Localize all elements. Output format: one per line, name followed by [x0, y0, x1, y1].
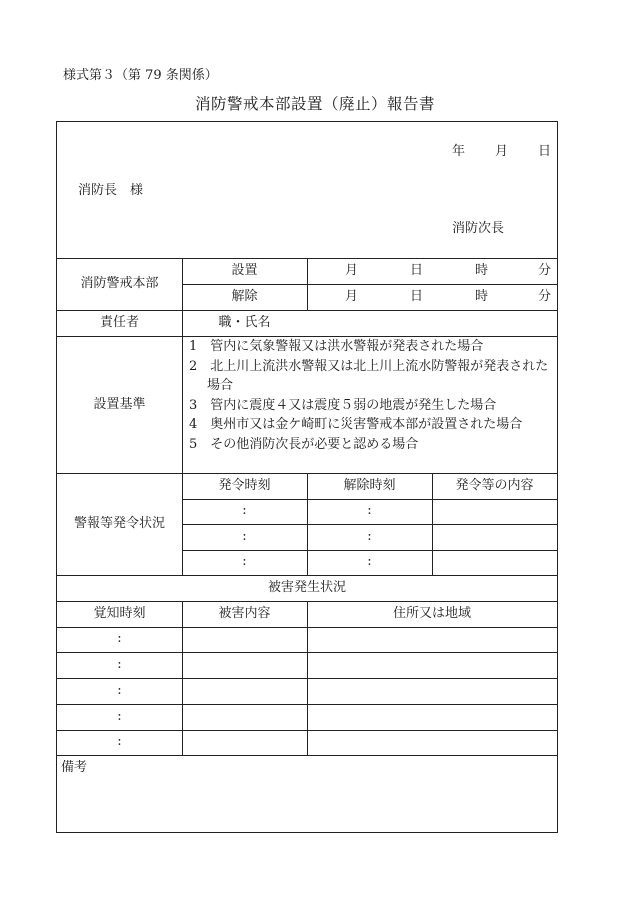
addressee: 消防長 様: [78, 183, 144, 198]
rule-warn-bottom: [57, 575, 557, 576]
damage-time-cell[interactable]: :: [117, 631, 122, 646]
page-title: 消防警戒本部設置（廃止）報告書: [194, 95, 435, 113]
criteria-item: 4 奥州市又は金ケ崎町に災害警戒本部が設置された場合: [189, 417, 523, 432]
warnings-header-lifted: 解除時刻: [343, 478, 396, 493]
responsible-field-label: 職・氏名: [218, 315, 271, 330]
rule-damage-col1: [182, 601, 183, 755]
warnings-label: 警報等発令状況: [73, 516, 165, 531]
rule-hq-bottom: [57, 310, 557, 311]
report-form: [56, 121, 558, 833]
hq-setup-day: 日: [410, 263, 424, 278]
hq-cancel-label: 解除: [231, 289, 258, 304]
warnings-lifted-time[interactable]: :: [367, 529, 372, 544]
form-reference: 様式第３（第 79 条関係）: [63, 68, 218, 83]
rule-damage-col2: [307, 601, 308, 755]
warnings-header-issued: 発令時刻: [218, 478, 271, 493]
rule-hq-col: [307, 258, 308, 310]
damage-header-location: 住所又は地域: [392, 606, 471, 621]
rule-hq-mid: [182, 284, 557, 285]
rule-warn-header-bottom: [182, 499, 557, 500]
hq-setup-hour: 時: [475, 263, 489, 278]
warnings-lifted-time[interactable]: :: [367, 503, 372, 518]
reporter-title: 消防次長: [452, 221, 505, 236]
criteria-label: 設置基準: [93, 397, 146, 412]
hq-setup-minute: 分: [538, 263, 552, 278]
hq-setup-month: 月: [345, 263, 359, 278]
damage-time-cell[interactable]: :: [117, 683, 122, 698]
hq-cancel-day: 日: [410, 289, 424, 304]
damage-header-content: 被害内容: [218, 606, 271, 621]
rule-warn-row1-bottom: [182, 524, 557, 525]
remarks-label: 備考: [61, 760, 88, 775]
warnings-header-content: 発令等の内容: [455, 478, 534, 493]
criteria-item: 5 その他消防次長が必要と認める場合: [189, 436, 419, 452]
warnings-issued-time[interactable]: :: [242, 554, 247, 569]
damage-time-cell[interactable]: :: [117, 657, 122, 672]
hq-label: 消防警戒本部: [80, 276, 159, 291]
date-year: 年: [452, 144, 466, 159]
damage-title: 被害発生状況: [267, 580, 346, 595]
criteria-list: [189, 337, 557, 454]
criteria-item: 2 北上川上流洪水警報又は北上川上流水防警報が発表された場合: [189, 358, 549, 393]
hq-cancel-minute: 分: [538, 289, 552, 304]
damage-header-time: 覚知時刻: [93, 606, 146, 621]
warnings-lifted-time[interactable]: :: [367, 554, 372, 569]
criteria-item: 1 管内に気象警報又は洪水警報が発表された場合: [189, 339, 484, 354]
hq-cancel-month: 月: [345, 289, 359, 304]
hq-cancel-hour: 時: [475, 289, 489, 304]
damage-time-cell[interactable]: :: [117, 734, 122, 749]
damage-time-cell[interactable]: :: [117, 709, 122, 724]
warnings-issued-time[interactable]: :: [242, 503, 247, 518]
date-month: 月: [495, 144, 509, 159]
criteria-item: 3 管内に震度４又は震度５弱の地震が発生した場合: [189, 397, 497, 413]
rule-damage-row5-bottom: [57, 755, 557, 756]
rule-warn-row2-bottom: [182, 550, 557, 551]
date-day: 日: [538, 144, 552, 159]
responsible-label: 責任者: [99, 315, 139, 330]
warnings-issued-time[interactable]: :: [242, 529, 247, 544]
hq-setup-label: 設置: [231, 263, 258, 278]
